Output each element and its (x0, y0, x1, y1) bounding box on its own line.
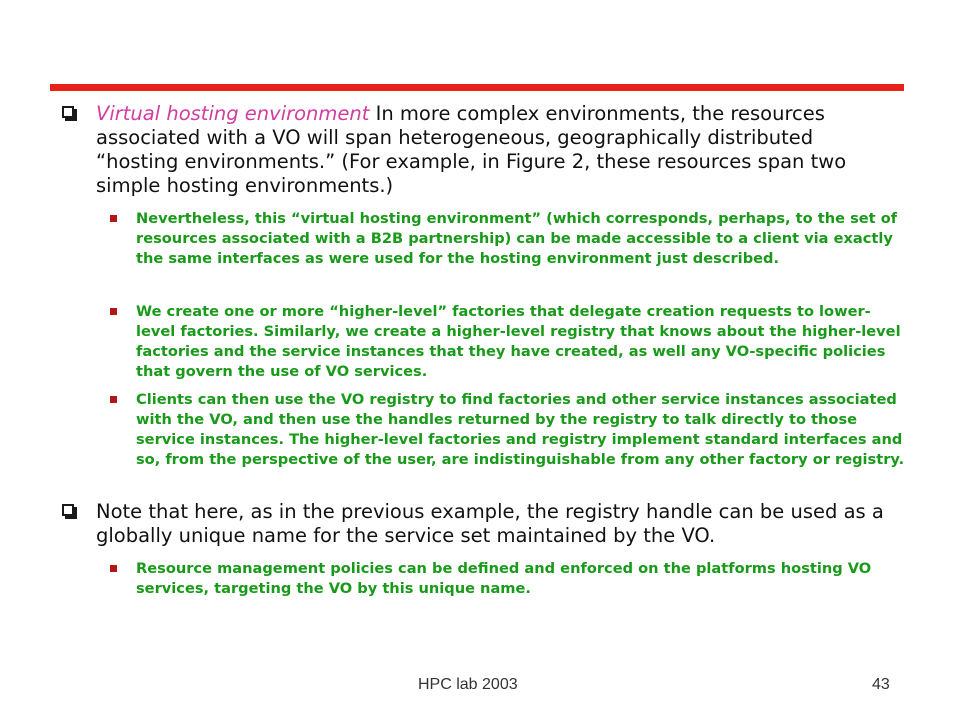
checkbox-bullet-icon (62, 504, 74, 516)
sub-bullet-clients: Clients can then use the VO registry to find factories and other service instances associated with the VO, and then use the handles returned by the registry to talk directly to those service instances. The higher-level factories and registry implement standard interfaces and so, from the perspective of the user, are indistinguishable from any other factory or registry. (136, 391, 905, 468)
sub-bullet-nevertheless: Nevertheless, this “virtual hosting environment” (which corresponds, perhaps, to the set of resources associated with a B2B partnership) can be made accessible to a client via exactly the same interfaces as were used for the hosting environment just described. (136, 210, 898, 267)
checkbox-bullet-icon (62, 106, 74, 118)
footer-lab: HPC lab 2003 (418, 676, 518, 693)
square-bullet-icon (110, 308, 117, 315)
bullet-title-italic: Virtual hosting environment (96, 102, 370, 125)
sub-bullet-higher-level: We create one or more “higher-level” factories that delegate creation requests to lower-level factories. Similarly, we create a higher-level registry that knows about the higher-level factories and the service instances that they have created, as well any VO-specific policies that govern the use of VO services. (136, 303, 901, 380)
bullet-virtual-hosting (96, 102, 896, 198)
sub-bullet-resource-management: Resource management policies can be defined and enforced on the platforms hosting VO services, targeting the VO by this unique name. (136, 560, 872, 597)
square-bullet-icon (110, 565, 117, 572)
square-bullet-icon (110, 396, 117, 403)
page-number: 43 (872, 676, 890, 693)
square-bullet-icon (110, 215, 117, 222)
bullet-text: In more complex environments, the resources associated with a VO will span heterogeneous, geographically distributed “hosting environments.” (For example, in Figure 2, these resources span two simple hosting environments.) (96, 102, 847, 197)
bullet-registry-handle: Note that here, as in the previous example, the registry handle can be used as a globally unique name for the service set maintained by the VO. (96, 500, 884, 547)
title-rule (50, 84, 904, 91)
